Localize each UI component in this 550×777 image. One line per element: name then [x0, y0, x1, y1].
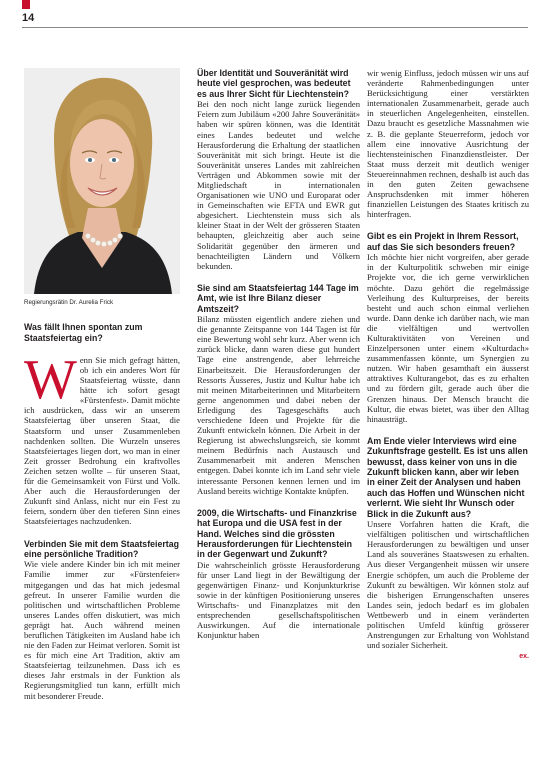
answer-paragraph: Wie viele andere Kinder bin ich mit meiner Familie immer zur «Fürstenfeier» mitgegangen und das hat mich jedesmal gefreut. In unserer Familie wurden die politischen und wirtschaftlichen Probleme unseres Landes offen diskutiert, was mich geprägt hat. Auch während meinen beruflichen Tätigkeiten im Ausland habe ich nie den Faden zur Heimat verloren. Somit ist es für mich eine Art Tradition, aktiv am Staatsfeiertag teilzunehmen. Dass ich es dieses Jahr erstmals in der Funktion als Regierungsmitglied tun kann, erfüllt mich mit besonderer Freude. — [24, 559, 180, 701]
author-sign: ex. — [519, 653, 529, 661]
answer-paragraph: Bilanz müssten eigentlich andere ziehen und die genannte Zeitspanne von 144 Tagen ist für eine Bewertung wohl sehr kurz. Aber wenn ich zurück blicke, dann waren diese gut hundert Tage eine anstrengende, aber lehrreiche Einarbeitszeit. Die Herausforderungen der Ressorts Äusseres, Justiz und Kultur habe ich mit meinen Mitarbeiterinnen und Mitarbeitern gerne angenommen und dabei neben der Erledigung des Tagesgeschäfts auch verschiedene Ideen und Projekte für die Zukunft entwickeln können. Die Arbeit in der Regierung ist abwechslungsreich, sie kommt meinem Bedürfnis nach Austausch und Zusammenarbeit mit anderen Menschen entgegen. Dabei konnte ich im Land sehr viele interessante Personen kennen lernen und im Ausland bereits wichtige Kontakte knüpfen. — [197, 314, 360, 496]
question-heading: Am Ende vieler Interviews wird eine Zukunftsfrage gestellt. Es ist uns allen bewusst, dass keiner von uns in die Zukunft blicken kann, aber wir leben in einer Zeit der Analysen und haben auch das Hoffen und Wünschen nicht verlernt. Wie sieht Ihr Wunsch oder Blick in die Zukunft aus? — [367, 435, 528, 519]
column-2 — [197, 68, 360, 653]
header-rule — [22, 27, 528, 28]
page-accent-bar — [22, 0, 30, 9]
drop-cap: W — [24, 348, 77, 411]
portrait-photo — [24, 68, 180, 294]
portrait-illustration — [24, 68, 180, 294]
page-number: 14 — [22, 12, 35, 24]
answer-paragraph: Bei den noch nicht lange zurück liegenden Feiern zum Jubiläum «200 Jahre Souveränität» haben wir spüren können, was die Identität eines Landes bedeutet und welche Herausforderung die Erhaltung der staatlichen Souveränität mit sich bringt. Heute ist die Souveränität unseres Landes mit zahlreichen Verträgen und Abkommen sowie mit der Mitgliedschaft in internationalen Organisationen wie UNO und Europarat oder in Gemeinschaften wie EFTA und EWR gut abgesichert. Liechtenstein muss sich als kleiner Staat in der Welt der grösseren Staaten behaupten, gleichzeitig aber auch seine Solidarität gegenüber den ärmeren und benachteiligten Ländern und Völkern bekunden. — [197, 99, 360, 271]
column-1 — [24, 68, 180, 713]
question-heading: Was fällt Ihnen spontan zum Staatsfeiertag ein? — [24, 322, 143, 343]
answer-paragraph: enn Sie mich gefragt hätten, ob ich ein anderes Wort für Staatsfeiertag wüsste, dann hätte ich sofort gesagt «Fürstenfest». Damit möchte ich ausdrücken, dass wir an unserem Staatsfeiertag über unseren Staat, die Staatsform und unser Zusammenleben nachdenken sollten. Die Wurzeln unseres Staatsfeiertages liegen dort, wo man in einer Zeit grosser Bedrohung ein kraftvolles Zeichen setzen wollte – für unseren Staat, für die Gemeinsamkeit von Fürst und Volk. Aber auch die Herausforderungen der Zukunft sind Anlass, nicht nur ein Fest zu feiern, sondern über den tieferen Sinn eines Staatsfeiertages nachzudenken. — [24, 354, 180, 527]
answer-paragraph: Ich möchte hier nicht vorgreifen, aber gerade in der Kulturpolitik schweben mir einige Projekte vor, die ich gerne verwirklichen möchte. Dazu gehört die regelmässige Verleihung des Kulturpreises, der bereits besteht und auch schon einmal verliehen wurde. Dann denke ich darüber nach, wie man die vielfältigen und wertvollen Kulturaktivitäten von Vereinen und Einzelpersonen unter einem «Kulturdach» zusammenfassen könnte, um Synergien zu nutzen. Wir haben gesamthaft ein äusserst attraktives Kulturangebot, das es zu erhalten und zu fördern gilt, gerade auch über die Grenzen hinaus. Der Mensch braucht die Kultur, die etwas bietet, was über den Alltag hinausträgt. — [367, 252, 529, 424]
question-heading: Verbinden Sie mit dem Staatsfeiertag eine persönliche Tradition? — [24, 538, 179, 559]
question-heading: Über Identität und Souveränität wird heute viel gesprochen, was bedeutet es aus Ihrer Sicht für Liechtenstein? — [197, 68, 351, 99]
question-heading: Gibt es ein Projekt in Ihrem Ressort, auf das Sie sich besonders freuen? — [367, 231, 519, 252]
question-heading: 2009, die Wirtschafts- und Finanzkrise hat Europa und die USA fest in der Hand. Welches sind die grössten Herausforderungen für Liechtenstein in der Gegenwart und Zukunft? — [197, 507, 357, 560]
answer-paragraph: wir wenig Einfluss, jedoch müssen wir uns auf veränderte Rahmenbedingungen unter Berücksichtigung einer verstärkten internationalen Zusammenarbeit, gerade auch in steuerlichen Angelegenheiten, einstellen. Dazu braucht es gesetzliche Massnahmen wie z. B. die geplante Steuerreform, jedoch vor allem eine innovative Ausrichtung der liechtensteinischen Finanzdienstleister. Der Staat muss derzeit mit deutlich weniger Steuereinnahmen rechnen, deshalb ist auch das in den guten Zeiten gewachsene Anspruchsdenken mit immer höheren finanziellen Leistungen des Staates kritisch zu hinterfragen. — [367, 68, 529, 220]
answer-with-dropcap — [24, 348, 180, 527]
question-heading: Sie sind am Staatsfeiertag 144 Tage im Amt, wie ist Ihre Bilanz dieser Amtszeit? — [197, 282, 359, 314]
photo-caption: Regierungsrätin Dr. Aurelia Frick — [24, 299, 114, 306]
answer-paragraph: Unsere Vorfahren hatten die Kraft, die vielfältigen politischen und wirtschaftlichen Herausforderungen zu bewältigen und unser Land als souveränes Staatswesen zu erhalten. Aus dieser Vergangenheit müssen wir unsere Energie schöpfen, um auch die Probleme der Zukunft zu bewältigen. Wir können stolz auf die bisherigen Errungenschaften unseres Landes sein, jedoch bedarf es im globalen Wettbewerb und in einem veränderten politischen Umfeld künftig grösserer Anstrengungen zur Erhaltung von Wohlstand und sozialer Sicherheit. — [367, 519, 529, 651]
column-3 — [367, 68, 529, 662]
answer-paragraph: Die wahrscheinlich grösste Herausforderung für unser Land liegt in der Bewältigung der gegenwärtigen Finanz- und Konjunkturkrise sowie in der künftigen Positionierung unseres Wirtschafts- und Finanzplatzes mit den entsprechenden gesellschaftspolitischen Auswirkungen. Auf die internationale Konjunktur haben — [197, 559, 360, 641]
